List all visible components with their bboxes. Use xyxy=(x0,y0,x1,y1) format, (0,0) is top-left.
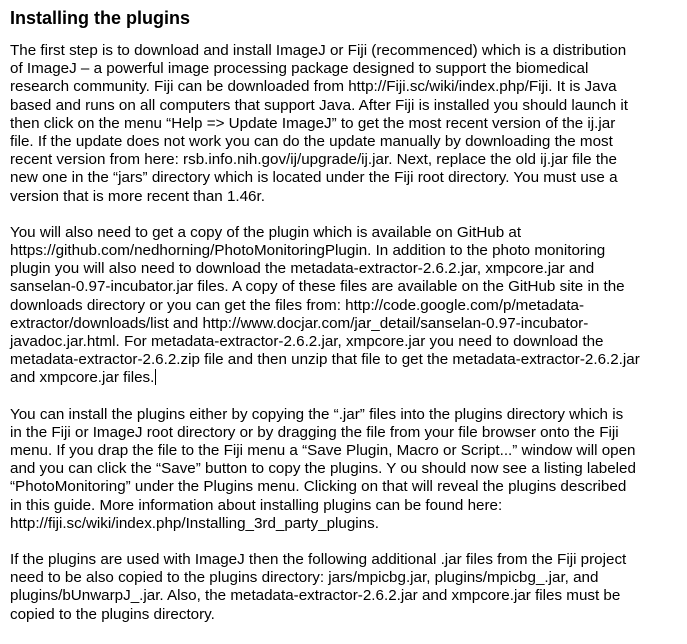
text-line: version that is more recent than 1.46r. xyxy=(10,187,265,205)
paragraph-install-plugins xyxy=(10,406,675,533)
text-line: research community. Fiji can be downloaded from http://Fiji.sc/wiki/index.php/Fiji. It is Java xyxy=(10,78,617,96)
text-line: You can install the plugins either by copying the “.jar” files into the plugins directory which is xyxy=(10,405,624,423)
text-line: in this guide. More information about installing plugins can be found here: xyxy=(10,496,503,514)
text-line: sanselan-0.97-incubator.jar files. A copy of these files are available on the GitHub site in the xyxy=(10,278,625,296)
text-line: in the Fiji or ImageJ root directory or by dragging the file from your file browser onto the Fiji xyxy=(10,423,619,441)
text-line-with-caret[interactable] xyxy=(10,369,675,387)
paragraph-imagej-extra-jars xyxy=(10,551,675,624)
text-cursor xyxy=(155,369,156,385)
text-line: “PhotoMonitoring” under the Plugins menu. Clicking on that will reveal the plugins described xyxy=(10,478,627,496)
text-line: plugins/bUnwarpJ_.jar. Also, the metadata-extractor-2.6.2.jar and xmpcore.jar files must be xyxy=(10,587,621,605)
paragraph-install-fiji xyxy=(10,42,675,206)
text-line: If the plugins are used with ImageJ then the following additional .jar files from the Fiji project xyxy=(10,551,627,569)
text-line: then click on the menu “Help => Update ImageJ” to get the most recent version of the ij.jar xyxy=(10,114,616,132)
text-line: and xmpcore.jar files. xyxy=(10,369,155,387)
text-line: of ImageJ – a powerful image processing package designed to support the biomedical xyxy=(10,60,589,78)
text-line: file. If the update does not work you can do the update manually by downloading the most xyxy=(10,133,613,151)
text-line: plugin you will also need to download the metadata-extractor-2.6.2.jar, xmpcore.jar and xyxy=(10,260,595,278)
text-line: metadata-extractor-2.6.2.zip file and then unzip that file to get the metadata-extractor-2.6.2.jar xyxy=(10,351,640,369)
text-line: based and runs on all computers that support Java. After Fiji is installed you should launch it xyxy=(10,96,628,114)
text-line: recent version from here: rsb.info.nih.gov/ij/upgrade/ij.jar. Next, replace the old ij.jar file the xyxy=(10,151,617,169)
text-line: You will also need to get a copy of the plugin which is available on GitHub at xyxy=(10,223,522,241)
text-line: downloads directory or you can get the files from: http://code.google.com/p/metadata- xyxy=(10,296,585,314)
text-line: menu. If you drap the file to the Fiji menu a “Save Plugin, Macro or Script...” window will open xyxy=(10,442,636,460)
text-line: new one in the “jars” directory which is located under the Fiji root directory. You must use a xyxy=(10,169,618,187)
text-line: http://fiji.sc/wiki/index.php/Installing_3rd_party_plugins. xyxy=(10,514,379,532)
text-line: The first step is to download and install ImageJ or Fiji (recommenced) which is a distribution xyxy=(10,42,627,59)
text-line: javadoc.jar.html. For metadata-extractor-2.6.2.jar, xmpcore.jar you need to download the xyxy=(10,333,604,351)
text-line: https://github.com/nedhorning/PhotoMonitoringPlugin. In addition to the photo monitoring xyxy=(10,242,606,260)
text-line: and you can click the “Save” button to copy the plugins. Y ou should now see a listing labeled xyxy=(10,460,636,478)
text-line: extractor/downloads/list and http://www.docjar.com/jar_detail/sanselan-0.97-incubator- xyxy=(10,314,589,332)
text-line: copied to the plugins directory. xyxy=(10,605,215,623)
section-heading: Installing the plugins xyxy=(10,8,190,28)
text-line: need to be also copied to the plugins directory: jars/mpicbg.jar, plugins/mpicbg_.jar, and xyxy=(10,569,599,587)
paragraph-get-plugin xyxy=(10,224,675,388)
